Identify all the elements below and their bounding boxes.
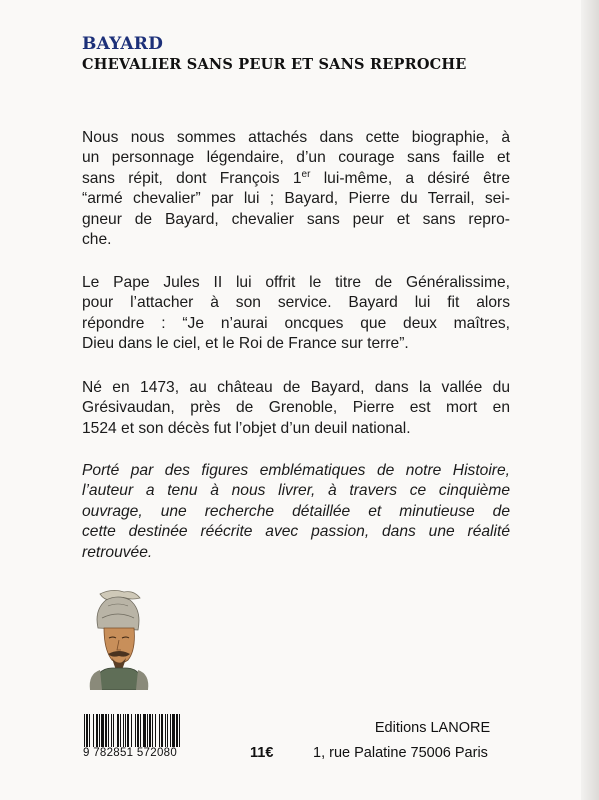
barcode-bar: [123, 714, 124, 748]
knight-portrait: [82, 588, 156, 690]
publisher-address: 1, rue Palatine 75006 Paris: [313, 745, 488, 761]
barcode-bar: [143, 714, 146, 748]
text-fragment: sans répit, dont François 1: [82, 169, 302, 187]
barcode-bar: [131, 714, 132, 748]
barcode-bar: [176, 714, 178, 748]
barcode-bar: [86, 714, 88, 748]
price: 11€: [250, 745, 274, 761]
text-line: ouvrage, une recherche détaillée et minutieuse de: [82, 502, 510, 520]
text-line: Dieu dans le ciel, et le Roi de France sur terre”.: [82, 335, 409, 353]
text-line: [82, 169, 510, 189]
text-line: Porté par des figures emblématiques de notre Histoire,: [82, 462, 510, 479]
barcode-bar: [125, 714, 126, 748]
barcode-bar: [135, 714, 136, 748]
text-line: pour l’attacher à son service. Bayard lui fit alors: [82, 294, 510, 312]
superscript: er: [301, 168, 311, 180]
text-line: Le Pape Jules II lui offrit le titre de Généralissime,: [82, 274, 510, 291]
barcode-bar: [113, 714, 114, 748]
text-line: l’auteur a tenu à nous livrer, à travers ce cinquième: [82, 482, 510, 500]
barcode-bar: [147, 714, 148, 748]
barcode-bar: [117, 714, 119, 748]
paragraph-pope: [82, 273, 510, 355]
barcode-bar: [105, 714, 107, 748]
barcode-bar: [165, 714, 166, 748]
barcode-bar: [152, 714, 153, 748]
barcode-bar: [99, 714, 100, 748]
text-line: che.: [82, 231, 112, 249]
barcode-bar: [149, 714, 151, 748]
barcode-bar: [108, 714, 109, 748]
barcode-bar: [93, 714, 94, 748]
publisher-name: Editions LANORE: [374, 720, 491, 736]
isbn-digits: 9 782851 572080: [83, 747, 223, 759]
text-line: répondre : “Je n’aurai oncques que deux maîtres,: [82, 314, 510, 332]
barcode-bar: [170, 714, 171, 748]
paragraph-birth: [82, 378, 510, 439]
barcode-bar: [96, 714, 98, 748]
barcode-bar: [101, 714, 104, 748]
text-line: “armé chevalier” par lui ; Bayard, Pierre du Terrail, sei-: [82, 190, 510, 208]
barcode-bar: [84, 714, 85, 748]
barcode-bar: [172, 714, 175, 748]
book-subtitle: CHEVALIER SANS PEUR ET SANS REPROCHE: [82, 56, 467, 73]
barcode-bar: [140, 714, 141, 748]
barcode-bar: [155, 714, 156, 748]
text-line: retrouvée.: [82, 543, 153, 561]
text-line: 1524 et son décès fut l’objet d’un deuil national.: [82, 419, 411, 437]
book-title: BAYARD: [82, 34, 164, 54]
paragraph-intro: [82, 128, 510, 250]
text-line: gneur de Bayard, chevalier sans peur et sans repro-: [82, 210, 510, 228]
text-line: Nous nous sommes attachés dans cette biographie, à: [82, 129, 510, 146]
text-line: Né en 1473, au château de Bayard, dans la vallée du: [82, 379, 510, 396]
barcode-bar: [120, 714, 121, 748]
text-line: cette destinée réécrite avec passion, dans une réalité: [82, 523, 510, 541]
paragraph-author: [82, 461, 510, 563]
barcode-bar: [111, 714, 112, 748]
barcode-bar: [161, 714, 163, 748]
text-line: un personnage légendaire, d’un courage sans faille et: [82, 149, 510, 167]
barcode-bar: [127, 714, 129, 748]
text-fragment: lui-même, a désiré être: [310, 169, 510, 187]
page-edge: [581, 0, 599, 800]
text-line: Grésivaudan, près de Grenoble, Pierre est mort en: [82, 399, 510, 417]
barcode-bar: [179, 714, 180, 748]
barcode-bar: [167, 714, 168, 748]
barcode-bar: [159, 714, 160, 748]
barcode-bar: [137, 714, 139, 748]
barcode-bar: [89, 714, 90, 748]
